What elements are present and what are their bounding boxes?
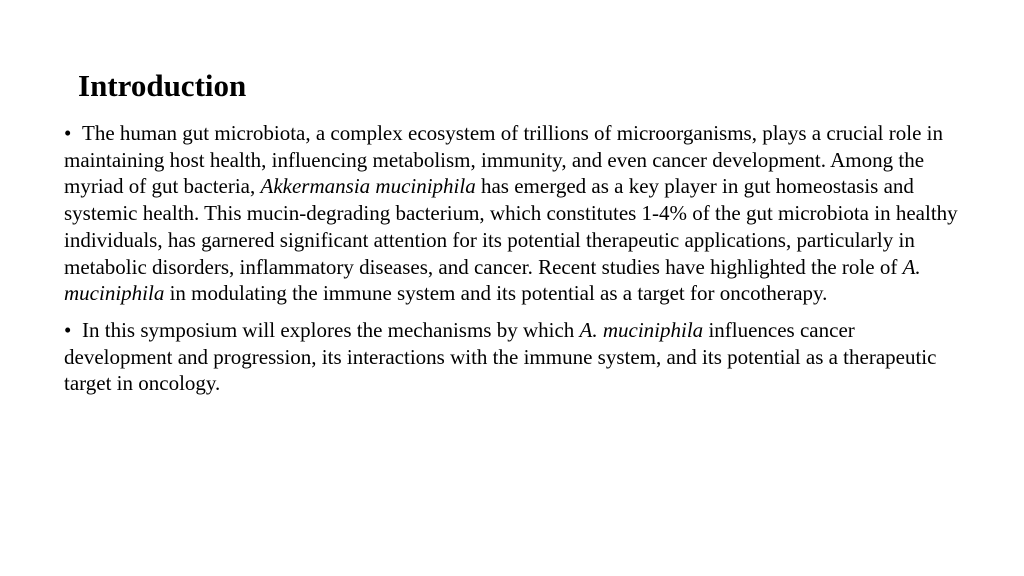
bullet-dot-icon: • — [64, 121, 72, 145]
slide-title: Introduction — [78, 68, 247, 103]
bullet-2-text-1: In this symposium will explores the mechanisms by which — [82, 317, 580, 342]
bullet-2-species-abbrev: A. muciniphila — [579, 317, 704, 342]
bullet-item-1 — [64, 120, 964, 307]
bullet-2-text-2: influences cancer development and progression, its interactions with the immune system, and its potential as a therapeutic target in oncology. — [64, 317, 937, 396]
bullet-1-species-name: Akkermansia muciniphila — [260, 174, 476, 199]
bullet-1-text-3: in modulating the immune system and its potential as a target for oncotherapy. — [164, 281, 828, 306]
bullet-dot-icon: • — [64, 317, 72, 342]
slide-content — [64, 120, 964, 407]
bullet-1-text-2: has emerged as a key player in gut homeostasis and systemic health. This mucin-degrading bacterium, which constitutes 1-4% of the gut microbiota in healthy individuals, has garnered significant attention for its potential therapeutic applications, particularly in metabolic disorders, inflammatory diseases, and cancer. Recent studies have highlighted the role of — [64, 174, 958, 279]
bullet-item-2 — [64, 317, 964, 397]
bullet-1-text-1: The human gut microbiota, a complex ecosystem of trillions of microorganisms, plays a crucial role in maintaining host health, influencing metabolism, immunity, and even cancer development. Among the myriad of gut bacteria, — [64, 121, 943, 199]
bullet-1-species-abbrev: A. muciniphila — [64, 254, 921, 306]
